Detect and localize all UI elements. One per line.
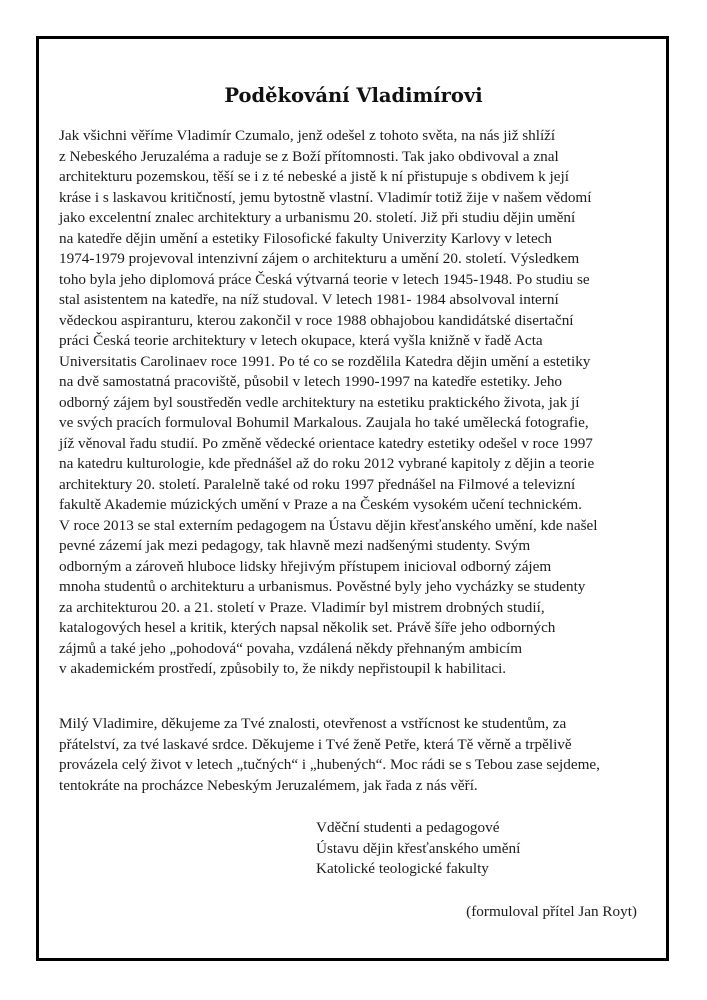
- text-line: V roce 2013 se stal externím pedagogem na Ústavu dějin křesťanského umění, kde našel: [59, 516, 598, 534]
- text-line: práci Česká teorie architektury v letech okupace, která vyšla knižně v řadě Acta: [59, 332, 543, 349]
- text-line: vědeckou aspiranturu, kterou zakončil v roce 1988 obhajobou kandidátské disertační: [59, 311, 574, 329]
- text-line: na katedře dějin umění a estetiky Filosofické fakulty Univerzity Karlovy v letech: [59, 229, 553, 247]
- text-line: toho byla jeho diplomová práce Česká výtvarná teorie v letech 1945-1948. Po studiu se: [59, 270, 590, 288]
- text-line: tentokráte na procházce Nebeským Jeruzalémem, jak řada z nás věří.: [59, 776, 478, 794]
- text-line: Universitatis Carolinaev roce 1991. Po té co se rozdělila Katedra dějin umění a estetiky: [59, 352, 591, 370]
- text-line: fakultě Akademie múzických umění v Praze a na Českém vysokém učení technickém.: [59, 496, 582, 513]
- signature-line: Ústavu dějin křesťanského umění: [316, 839, 521, 857]
- text-line: jako excelentní znalec architektury a urbanismu 20. století. Již při studiu dějin umění: [59, 209, 576, 226]
- signature-line: Katolické teologické fakulty: [316, 860, 489, 877]
- text-line: mnoha studentů o architekturu a urbanismus. Pověstné byly jeho vycházky se studenty: [59, 578, 586, 595]
- text-line: architekturu pozemskou, těší se i z té nebeské a jistě k ní přistupuje s obdivem k její: [59, 168, 569, 185]
- signature-line: Vděční studenti a pedagogové: [316, 819, 500, 836]
- author-note: (formuloval přítel Jan Royt): [466, 903, 637, 920]
- text-line: ve svých pracích formuloval Bohumil Markalous. Zaujala ho také umělecká fotografie,: [59, 414, 589, 431]
- tribute-paragraph: [59, 126, 597, 680]
- text-line: v akademickém prostředí, způsobily to, že nikdy nepřistoupil k habilitaci.: [59, 660, 507, 677]
- thanks-paragraph: [59, 714, 600, 796]
- text-line: zájmů a také jeho „pohodová“ povaha, vzdálená někdy přehnaným ambicím: [59, 639, 523, 657]
- text-line: přátelství, za tvé laskavé srdce. Děkujeme i Tvé ženě Petře, která Tě věrně a trpělivě: [59, 735, 572, 753]
- text-line: jíž věnoval řadu studií. Po změně vědecké orientace katedry estetiky odešel v roce 1997: [59, 434, 593, 452]
- text-line: pevné zázemí jak mezi pedagogy, tak hlavně mezi nadšenými studenty. Svým: [59, 537, 531, 554]
- signature-block: [316, 818, 520, 880]
- text-line: architektury 20. století. Paralelně také od roku 1997 přednášel na Filmové a televizní: [59, 475, 576, 493]
- text-line: z Nebeského Jeruzaléma a raduje se z Boží přítomnosti. Tak jako obdivoval a znal: [59, 147, 559, 165]
- text-line: stal asistentem na katedře, na níž studoval. V letech 1981- 1984 absolvoval interní: [59, 291, 559, 308]
- text-line: kráse i s laskavou kritičností, jemu bytostně vlastní. Vladimír totiž žije v našem vědomí: [59, 188, 592, 206]
- text-line: Jak všichni věříme Vladimír Czumalo, jenž odešel z tohoto světa, na nás již shlíží: [59, 127, 556, 144]
- text-line: odborný zájem byl soustředěn vedle architektury na estetiku praktického života, jak jí: [59, 393, 580, 411]
- text-line: Milý Vladimire, děkujeme za Tvé znalosti, otevřenost a vstřícnost ke studentům, za: [59, 715, 567, 732]
- text-line: odborným a zároveň hluboce lidsky hřejivým přístupem inicioval odborný zájem: [59, 557, 552, 575]
- text-line: 1974-1979 projevoval intenzivní zájem o architekturu a umění 20. století. Výsledkem: [59, 250, 580, 267]
- text-line: katalogových hesel a kritik, kterých napsal několik set. Právě šíře jeho odborných: [59, 619, 556, 636]
- text-line: na katedru kulturologie, kde přednášel až do roku 2012 vybrané kapitoly z dějin a teorie: [59, 455, 595, 472]
- text-line: provázela celý život v letech „tučných“ i „hubených“. Moc rádi se s Tebou zase sejdeme,: [59, 756, 600, 773]
- document-title: Poděkování Vladimírovi: [224, 84, 483, 107]
- text-line: na dvě samostatná pracoviště, působil v letech 1990-1997 na katedře estetiky. Jeho: [59, 373, 563, 390]
- text-line: za architekturou 20. a 21. století v Praze. Vladimír byl mistrem drobných studií,: [59, 598, 545, 616]
